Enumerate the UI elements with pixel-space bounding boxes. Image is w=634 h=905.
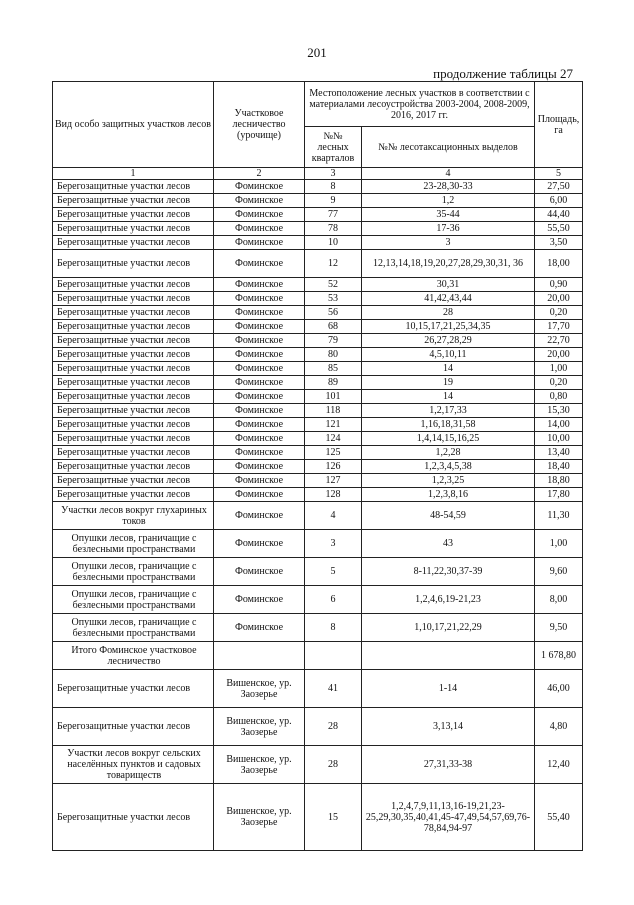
cell-area: 13,40 [535,446,583,460]
table-row [53,236,583,250]
cell-quarter: 77 [305,208,362,222]
cell-plots [362,642,535,670]
cell-plots: 43 [362,530,535,558]
table-row [53,488,583,502]
cell-quarter: 128 [305,488,362,502]
cell-forestry: Фоминское [214,446,305,460]
cell-quarter: 127 [305,474,362,488]
cell-plots: 19 [362,376,535,390]
cell-plots: 27,31,33-38 [362,746,535,784]
cell-quarter: 78 [305,222,362,236]
cell-area: 14,00 [535,418,583,432]
cell-area: 1,00 [535,530,583,558]
cell-quarter: 15 [305,784,362,851]
cell-type: Берегозащитные участки лесов [53,222,214,236]
table-row [53,474,583,488]
table-continuation-label: продолжение таблицы 27 [433,66,573,81]
table-row [53,208,583,222]
table-row [53,194,583,208]
cell-forestry: Фоминское [214,418,305,432]
table-row [53,348,583,362]
cell-type: Берегозащитные участки лесов [53,376,214,390]
cell-quarter: 28 [305,708,362,746]
table-row [53,460,583,474]
header-location: Местоположение лесных участков в соответствии с материалами лесоустройства 2003-2004, 2008-2009, 2016, 2017 гг. [305,82,535,127]
cell-quarter: 118 [305,404,362,418]
cell-forestry: Фоминское [214,488,305,502]
cell-type: Берегозащитные участки лесов [53,404,214,418]
cell-type: Берегозащитные участки лесов [53,250,214,278]
cell-quarter: 4 [305,502,362,530]
cell-forestry: Фоминское [214,474,305,488]
cell-plots: 1,2,3,4,5,38 [362,460,535,474]
cell-forestry: Фоминское [214,320,305,334]
cell-area: 20,00 [535,348,583,362]
cell-quarter: 85 [305,362,362,376]
column-number: 5 [535,168,583,180]
header-plots: №№ лесотаксационных выделов [362,127,535,168]
cell-type: Итого Фоминское участковое лесничество [53,642,214,670]
cell-quarter: 80 [305,348,362,362]
cell-plots: 1-14 [362,670,535,708]
cell-quarter: 68 [305,320,362,334]
cell-quarter: 12 [305,250,362,278]
table-row [53,180,583,194]
cell-area: 0,80 [535,390,583,404]
cell-plots: 1,4,14,15,16,25 [362,432,535,446]
column-number: 2 [214,168,305,180]
cell-quarter: 126 [305,460,362,474]
cell-quarter: 101 [305,390,362,404]
cell-type: Берегозащитные участки лесов [53,670,214,708]
cell-forestry: Фоминское [214,432,305,446]
cell-area: 46,00 [535,670,583,708]
cell-area: 27,50 [535,180,583,194]
cell-area: 9,60 [535,558,583,586]
cell-quarter: 41 [305,670,362,708]
cell-type: Берегозащитные участки лесов [53,488,214,502]
cell-plots: 1,2,3,8,16 [362,488,535,502]
table-row [53,642,583,670]
cell-plots: 8-11,22,30,37-39 [362,558,535,586]
cell-forestry: Фоминское [214,614,305,642]
cell-forestry: Вишенское, ур. Заозерье [214,670,305,708]
cell-area: 18,00 [535,250,583,278]
cell-forestry: Фоминское [214,460,305,474]
cell-type: Берегозащитные участки лесов [53,460,214,474]
cell-forestry: Фоминское [214,376,305,390]
table-row [53,418,583,432]
cell-type: Опушки лесов, граничащие с безлесными пространствами [53,558,214,586]
cell-plots: 1,2 [362,194,535,208]
cell-area: 1 678,80 [535,642,583,670]
cell-area: 18,80 [535,474,583,488]
cell-type: Участки лесов вокруг глухариных токов [53,502,214,530]
cell-forestry: Фоминское [214,306,305,320]
cell-forestry: Вишенское, ур. Заозерье [214,708,305,746]
cell-type: Участки лесов вокруг сельских населённых пунктов и садовых товариществ [53,746,214,784]
cell-type: Берегозащитные участки лесов [53,362,214,376]
cell-plots: 14 [362,362,535,376]
cell-quarter: 53 [305,292,362,306]
cell-plots: 26,27,28,29 [362,334,535,348]
cell-type: Берегозащитные участки лесов [53,708,214,746]
cell-forestry [214,642,305,670]
cell-area: 8,00 [535,586,583,614]
cell-type: Опушки лесов, граничащие с безлесными пространствами [53,586,214,614]
cell-area: 55,40 [535,784,583,851]
column-number: 3 [305,168,362,180]
table-row [53,278,583,292]
cell-area: 10,00 [535,432,583,446]
cell-plots: 17-36 [362,222,535,236]
header-type: Вид особо защитных участков лесов [53,82,214,168]
cell-area: 4,80 [535,708,583,746]
cell-type: Берегозащитные участки лесов [53,320,214,334]
cell-quarter: 8 [305,614,362,642]
cell-quarter: 124 [305,432,362,446]
cell-plots: 12,13,14,18,19,20,27,28,29,30,31, 36 [362,250,535,278]
cell-type: Берегозащитные участки лесов [53,236,214,250]
cell-quarter: 28 [305,746,362,784]
cell-plots: 3,13,14 [362,708,535,746]
cell-area: 18,40 [535,460,583,474]
cell-forestry: Фоминское [214,586,305,614]
cell-forestry: Фоминское [214,208,305,222]
cell-area: 15,30 [535,404,583,418]
table-row [53,746,583,784]
cell-plots: 10,15,17,21,25,34,35 [362,320,535,334]
column-number: 1 [53,168,214,180]
table-row [53,334,583,348]
cell-forestry: Фоминское [214,502,305,530]
cell-forestry: Фоминское [214,180,305,194]
cell-type: Берегозащитные участки лесов [53,334,214,348]
cell-quarter: 56 [305,306,362,320]
page-number: 201 [307,45,327,60]
cell-type: Опушки лесов, граничащие с безлесными пространствами [53,530,214,558]
cell-forestry: Вишенское, ур. Заозерье [214,784,305,851]
cell-area: 44,40 [535,208,583,222]
table-row [53,320,583,334]
cell-type: Берегозащитные участки лесов [53,194,214,208]
cell-type: Берегозащитные участки лесов [53,784,214,851]
cell-forestry: Вишенское, ур. Заозерье [214,746,305,784]
cell-plots: 1,2,4,7,9,11,13,16-19,21,23-25,29,30,35,40,41,45-47,49,54,57,69,76-78,84,94-97 [362,784,535,851]
cell-forestry: Фоминское [214,236,305,250]
cell-forestry: Фоминское [214,530,305,558]
cell-type: Берегозащитные участки лесов [53,474,214,488]
cell-area: 20,00 [535,292,583,306]
cell-quarter: 79 [305,334,362,348]
protective-forest-table [52,81,583,851]
cell-plots: 23-28,30-33 [362,180,535,194]
cell-forestry: Фоминское [214,362,305,376]
cell-plots: 35-44 [362,208,535,222]
cell-plots: 41,42,43,44 [362,292,535,306]
cell-plots: 4,5,10,11 [362,348,535,362]
cell-type: Берегозащитные участки лесов [53,278,214,292]
cell-type: Берегозащитные участки лесов [53,418,214,432]
cell-type: Берегозащитные участки лесов [53,390,214,404]
cell-forestry: Фоминское [214,404,305,418]
cell-type: Берегозащитные участки лесов [53,348,214,362]
cell-area: 17,70 [535,320,583,334]
cell-forestry: Фоминское [214,334,305,348]
cell-forestry: Фоминское [214,194,305,208]
cell-forestry: Фоминское [214,222,305,236]
cell-type: Берегозащитные участки лесов [53,432,214,446]
cell-area: 22,70 [535,334,583,348]
header-quarters: №№ лесных кварталов [305,127,362,168]
cell-quarter: 121 [305,418,362,432]
cell-quarter: 89 [305,376,362,390]
cell-area: 0,20 [535,376,583,390]
cell-plots: 1,2,28 [362,446,535,460]
cell-plots: 1,16,18,31,58 [362,418,535,432]
table-row [53,530,583,558]
cell-area: 0,90 [535,278,583,292]
cell-plots: 1,2,17,33 [362,404,535,418]
table-row [53,784,583,851]
cell-plots: 14 [362,390,535,404]
cell-quarter: 10 [305,236,362,250]
cell-type: Берегозащитные участки лесов [53,306,214,320]
table-row [53,586,583,614]
table-row [53,670,583,708]
table-row [53,614,583,642]
table-row [53,222,583,236]
cell-quarter: 9 [305,194,362,208]
cell-quarter: 3 [305,530,362,558]
cell-quarter: 5 [305,558,362,586]
cell-type: Берегозащитные участки лесов [53,180,214,194]
table-row [53,376,583,390]
table-row [53,446,583,460]
cell-plots: 1,10,17,21,22,29 [362,614,535,642]
cell-area: 1,00 [535,362,583,376]
table-row [53,250,583,278]
cell-area: 12,40 [535,746,583,784]
cell-area: 6,00 [535,194,583,208]
table-row [53,292,583,306]
column-number: 4 [362,168,535,180]
table-row [53,404,583,418]
cell-forestry: Фоминское [214,250,305,278]
cell-type: Берегозащитные участки лесов [53,446,214,460]
table-row [53,708,583,746]
cell-area: 9,50 [535,614,583,642]
cell-quarter: 8 [305,180,362,194]
cell-forestry: Фоминское [214,278,305,292]
header-forestry: Участковое лесничество (урочище) [214,82,305,168]
cell-area: 3,50 [535,236,583,250]
cell-forestry: Фоминское [214,558,305,586]
cell-quarter: 52 [305,278,362,292]
cell-type: Опушки лесов, граничащие с безлесными пространствами [53,614,214,642]
cell-forestry: Фоминское [214,292,305,306]
table-row [53,502,583,530]
table-row [53,390,583,404]
table-row [53,306,583,320]
cell-plots: 3 [362,236,535,250]
cell-plots: 30,31 [362,278,535,292]
cell-quarter: 125 [305,446,362,460]
cell-plots: 28 [362,306,535,320]
table-row [53,362,583,376]
cell-area: 17,80 [535,488,583,502]
cell-forestry: Фоминское [214,390,305,404]
cell-type: Берегозащитные участки лесов [53,292,214,306]
table-row [53,432,583,446]
cell-plots: 1,2,4,6,19-21,23 [362,586,535,614]
cell-area: 55,50 [535,222,583,236]
table-body [53,180,583,851]
cell-area: 11,30 [535,502,583,530]
cell-quarter [305,642,362,670]
cell-area: 0,20 [535,306,583,320]
header-area: Площадь, га [535,82,583,168]
cell-quarter: 6 [305,586,362,614]
cell-forestry: Фоминское [214,348,305,362]
cell-plots: 48-54,59 [362,502,535,530]
cell-plots: 1,2,3,25 [362,474,535,488]
cell-type: Берегозащитные участки лесов [53,208,214,222]
table-row [53,558,583,586]
